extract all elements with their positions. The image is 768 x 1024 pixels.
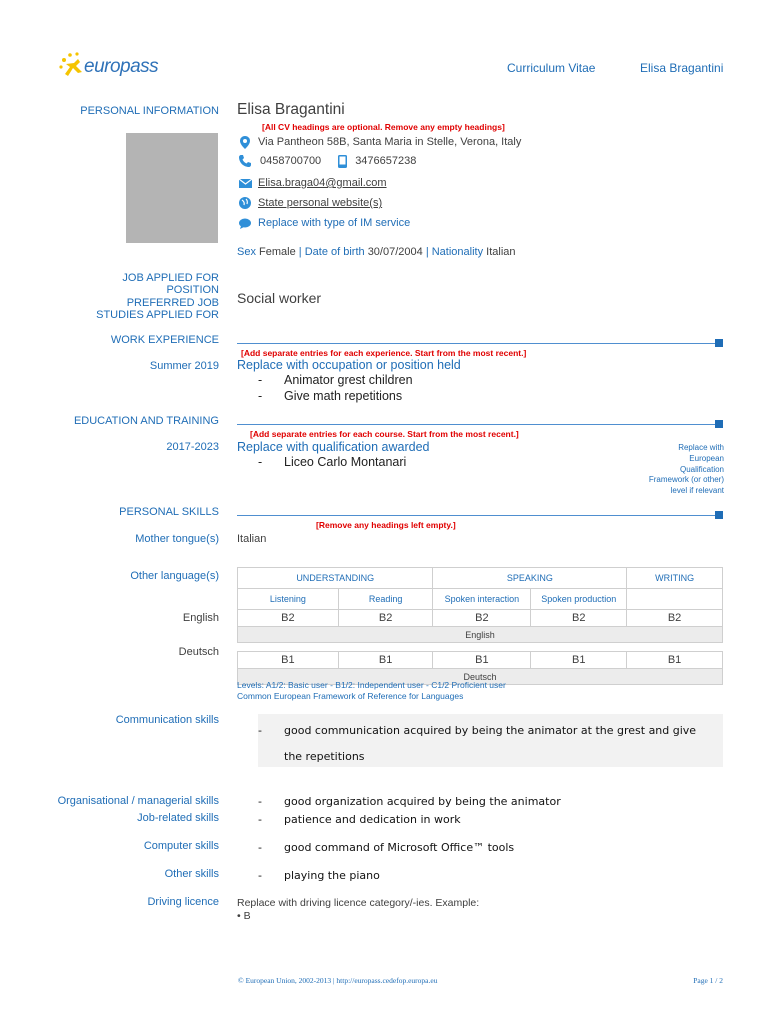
communication-line: good communication acquired by being the animator at the grest and give: [284, 724, 697, 737]
list-item: [258, 455, 406, 469]
email-icon: [238, 176, 252, 190]
writing-subheader: [627, 589, 723, 610]
communication-line: the repetitions: [284, 750, 365, 763]
nationality-value: Italian: [486, 246, 516, 258]
bullet-dash: -: [258, 724, 262, 737]
globe-icon: [238, 196, 252, 210]
bullet-dash: -: [258, 373, 263, 387]
work-item: Animator grest children: [284, 373, 413, 387]
spacer-row: [238, 643, 723, 652]
list-item: [258, 813, 461, 826]
job-related-skills-value: patience and dedication in work: [284, 813, 461, 826]
level-cell: B2: [433, 610, 531, 627]
chat-bubble-icon: [238, 216, 252, 230]
language-name-english: English: [182, 612, 219, 624]
phone-icon: [238, 154, 252, 168]
driving-category: B: [243, 910, 251, 922]
job-label-line: PREFERRED JOB: [126, 296, 219, 309]
dob-label: Date of birth: [304, 246, 365, 258]
list-item: [258, 389, 402, 403]
eqf-line: level if relevant: [670, 486, 724, 496]
list-item: [258, 373, 413, 387]
footer-copyright: © European Union, 2002-2013 | http://europass.cedefop.europa.eu: [238, 976, 438, 985]
bullet-dash: -: [258, 869, 262, 882]
job-label-line: POSITION: [166, 284, 219, 297]
phone-number[interactable]: 0458700700: [260, 155, 322, 167]
reading-header: Reading: [338, 589, 433, 610]
separator: |: [298, 246, 302, 258]
language-table: [237, 567, 723, 685]
bullet-dash: -: [258, 795, 262, 808]
section-personal-information: PERSONAL INFORMATION: [80, 105, 219, 117]
level-cell: B2: [338, 610, 433, 627]
eqf-line: Framework (or other): [648, 475, 724, 485]
education-item: Liceo Carlo Montanari: [284, 455, 407, 469]
other-skills-label: Other skills: [164, 868, 219, 880]
driving-licence-item: [237, 910, 251, 922]
im-line: [238, 216, 410, 230]
location-pin-icon: [238, 135, 252, 149]
driving-licence-label: Driving licence: [147, 896, 219, 908]
certificate-row: [238, 627, 723, 643]
table-row: [238, 652, 723, 669]
spoken-production-header: Spoken production: [531, 589, 627, 610]
photo-placeholder: [126, 133, 218, 243]
nationality-label: Nationality: [431, 246, 484, 258]
level-cell: B1: [238, 652, 339, 669]
bullet-dot: •: [237, 910, 241, 922]
eqf-line: Qualification: [679, 464, 724, 474]
im-service: Replace with type of IM service: [258, 217, 411, 229]
bullet-dash: -: [258, 455, 263, 469]
computer-skills-value: good command of Microsoft Office™ tools: [284, 841, 515, 854]
separator: |: [425, 246, 429, 258]
doc-title: Curriculum Vitae: [507, 61, 596, 75]
section-rule: [237, 424, 723, 425]
website-link[interactable]: State personal website(s): [258, 197, 383, 209]
section-rule: [237, 515, 723, 516]
sex-label: Sex: [237, 246, 256, 258]
email-link[interactable]: Elisa.braga04@gmail.com: [258, 177, 387, 189]
speaking-header: SPEAKING: [433, 568, 627, 589]
level-cell: B1: [627, 652, 723, 669]
table-subheader-row: [238, 589, 723, 610]
certificate-cell: Deutsch: [238, 669, 723, 685]
address: Via Pantheon 58B, Santa Maria in Stelle, Verona, Italy: [258, 136, 522, 148]
level-cell: B1: [338, 652, 433, 669]
mother-tongue-value: Italian: [237, 533, 267, 545]
spoken-interaction-header: Spoken interaction: [433, 589, 531, 610]
level-cell: B1: [531, 652, 627, 669]
communication-skills-label: Communication skills: [115, 714, 219, 726]
levels-note: Levels: A1/2: Basic user - B1/2: Independent user - C1/2 Proficient user: [237, 680, 506, 690]
bullet-dash: -: [258, 841, 262, 854]
listening-header: Listening: [238, 589, 339, 610]
language-name-deutsch: Deutsch: [178, 646, 219, 658]
section-work-experience: WORK EXPERIENCE: [110, 334, 219, 346]
job-label-line: STUDIES APPLIED FOR: [96, 308, 219, 321]
level-cell: B1: [433, 652, 531, 669]
education-note: [Add separate entries for each course. Start from the most recent.]: [250, 429, 519, 439]
header-name: Elisa Bragantini: [640, 61, 724, 75]
job-related-skills-label: Job-related skills: [137, 812, 219, 824]
level-cell: B2: [531, 610, 627, 627]
driving-licence-value: Replace with driving licence category/-ies. Example:: [237, 897, 480, 909]
dob-value: 30/07/2004: [367, 246, 423, 258]
logo-text: europass: [84, 56, 159, 77]
skills-note: [Remove any headings left empty.]: [316, 520, 456, 530]
bullet-dash: -: [258, 389, 263, 403]
eqf-line: Replace with: [678, 443, 724, 452]
certificate-cell: English: [238, 627, 723, 643]
website-line: [238, 196, 382, 210]
education-date: 2017-2023: [166, 441, 219, 453]
computer-skills-label: Computer skills: [143, 840, 219, 852]
section-rule: [237, 343, 723, 344]
headings-note: [All CV headings are optional. Remove any empty headings]: [262, 122, 505, 132]
work-note: [Add separate entries for each experience. Start from the most recent.]: [241, 348, 527, 358]
section-personal-skills: PERSONAL SKILLS: [119, 506, 219, 518]
section-education: EDUCATION AND TRAINING: [73, 415, 219, 427]
job-label-line: JOB APPLIED FOR: [122, 272, 219, 284]
list-item: [258, 724, 696, 737]
table-row: [238, 610, 723, 627]
address-line: [238, 135, 521, 149]
education-title: Replace with qualification awarded: [237, 440, 430, 454]
phone-line: [238, 154, 416, 168]
work-item: Give math repetitions: [284, 389, 403, 403]
personal-details-line: [237, 246, 516, 258]
mobile-number[interactable]: 3476657238: [355, 155, 417, 167]
europass-logo: [56, 50, 166, 84]
level-cell: B2: [627, 610, 723, 627]
communication-skills-box: [258, 714, 723, 767]
other-languages-label: Other language(s): [130, 570, 219, 582]
organisational-skills-value: good organization acquired by being the animator: [284, 795, 561, 808]
organisational-skills-label: Organisational / managerial skills: [57, 795, 219, 807]
mother-tongue-label: Mother tongue(s): [135, 533, 219, 545]
email-line: [238, 176, 387, 190]
level-cell: B2: [238, 610, 339, 627]
other-skills-value: playing the piano: [284, 869, 380, 882]
writing-header: WRITING: [627, 568, 723, 589]
list-item: [258, 869, 380, 882]
list-item: [258, 841, 514, 854]
work-title: Replace with occupation or position held: [237, 358, 461, 372]
bullet-dash: -: [258, 813, 262, 826]
job-value: Social worker: [237, 290, 322, 306]
understanding-header: UNDERSTANDING: [238, 568, 433, 589]
eqf-level-note: [649, 443, 724, 497]
eqf-line: European: [689, 453, 724, 463]
cefr-note: Common European Framework of Reference for Languages: [237, 691, 464, 701]
work-date: Summer 2019: [149, 360, 219, 372]
list-item: [258, 795, 561, 808]
job-applied-label: [96, 272, 219, 321]
person-name: Elisa Bragantini: [237, 101, 345, 118]
sex-value: Female: [259, 246, 296, 258]
table-header-row: [238, 568, 723, 589]
mobile-phone-icon: [335, 154, 349, 168]
page-number: Page 1 / 2: [693, 976, 723, 985]
